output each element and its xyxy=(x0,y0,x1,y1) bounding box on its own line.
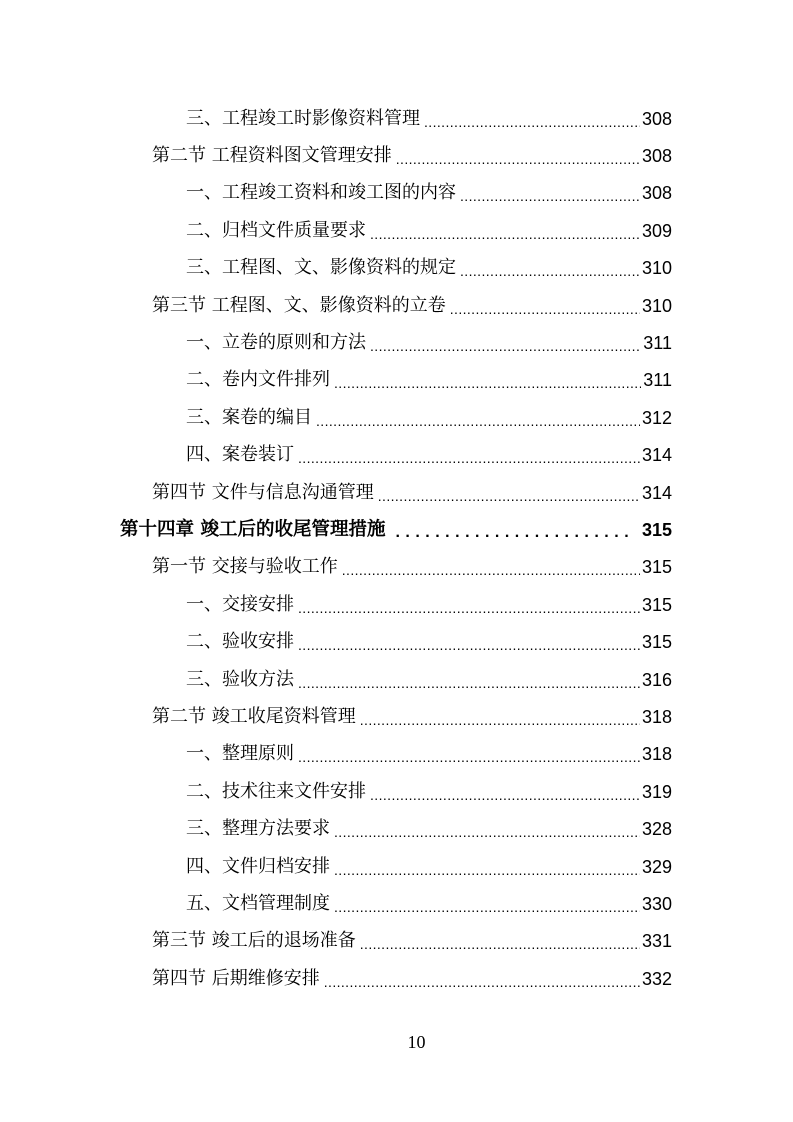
toc-entry-page: 315 xyxy=(641,519,672,540)
toc-leader-dots xyxy=(298,451,640,465)
toc-entry-label: 第一节 交接与验收工作 xyxy=(152,556,338,578)
toc-entry-page: 328 xyxy=(641,819,672,840)
toc-entry-label: 一、立卷的原则和方法 xyxy=(186,332,366,354)
toc-entry[interactable] xyxy=(0,960,793,997)
toc-entry-page: 310 xyxy=(641,258,672,279)
toc-entry-label: 三、整理方法要求 xyxy=(186,818,330,840)
toc-entry-page: 310 xyxy=(641,295,672,316)
toc-entry-page: 311 xyxy=(643,333,672,354)
toc-entry[interactable] xyxy=(0,810,793,847)
toc-leader-dots xyxy=(298,601,640,615)
toc-entry-label: 三、案卷的编目 xyxy=(186,406,312,428)
toc-entry[interactable] xyxy=(0,586,793,623)
toc-entry-label: 二、技术往来文件安排 xyxy=(186,780,366,802)
toc-leader-dots xyxy=(334,376,641,390)
toc-entry[interactable] xyxy=(0,736,793,773)
toc-leader-dots xyxy=(370,788,640,802)
toc-leader-dots xyxy=(378,489,640,503)
toc-leader-dots xyxy=(424,115,640,129)
toc-entry-page: 314 xyxy=(641,445,672,466)
toc-leader-dots xyxy=(334,825,640,839)
toc-entry[interactable] xyxy=(0,698,793,735)
toc-leader-dots xyxy=(460,189,640,203)
toc-entry-page: 319 xyxy=(641,781,672,802)
toc-entry-label: 一、整理原则 xyxy=(186,743,294,765)
toc-leader-dots xyxy=(460,264,640,278)
toc-entry[interactable] xyxy=(0,923,793,960)
toc-entry-label: 一、工程竣工资料和竣工图的内容 xyxy=(186,182,456,204)
toc-entry-label: 二、归档文件质量要求 xyxy=(186,219,366,241)
toc-entry-label: 第三节 竣工后的退场准备 xyxy=(152,930,356,952)
toc-leader-dots xyxy=(298,676,640,690)
toc-leader-dots xyxy=(360,937,640,951)
toc-entry-page: 331 xyxy=(641,931,672,952)
toc-entry-page: 308 xyxy=(641,183,672,204)
toc-leader-dots xyxy=(324,975,640,989)
toc-entry[interactable] xyxy=(0,848,793,885)
toc-leader-dots xyxy=(298,750,640,764)
toc-entry-label: 第十四章 竣工后的收尾管理措施 xyxy=(120,518,386,540)
toc-entry[interactable] xyxy=(0,661,793,698)
toc-entry-page: 318 xyxy=(641,744,672,765)
toc-leader-dots xyxy=(360,713,640,727)
toc-entry-page: 316 xyxy=(641,669,672,690)
toc-entry-label: 三、验收方法 xyxy=(186,668,294,690)
toc-entry-label: 二、验收安排 xyxy=(186,631,294,653)
toc-entry-label: 第四节 后期维修安排 xyxy=(152,967,320,989)
toc-entry[interactable] xyxy=(0,250,793,287)
toc-entry[interactable] xyxy=(0,100,793,137)
toc-entry-label: 第二节 竣工收尾资料管理 xyxy=(152,705,356,727)
toc-entry-label: 第四节 文件与信息沟通管理 xyxy=(152,481,374,503)
toc-entry-page: 308 xyxy=(641,108,672,129)
toc-entry[interactable] xyxy=(0,137,793,174)
toc-entry-page: 315 xyxy=(641,594,672,615)
toc-entry-page: 311 xyxy=(643,370,672,391)
toc-entry-page: 314 xyxy=(641,482,672,503)
toc-leader-dots xyxy=(450,302,640,316)
toc-entry[interactable] xyxy=(0,549,793,586)
toc-entry-page: 309 xyxy=(641,220,672,241)
toc-entry-page: 318 xyxy=(641,706,672,727)
toc-entry-page: 315 xyxy=(641,632,672,653)
toc-leader-dots xyxy=(396,152,640,166)
toc-entry-label: 三、工程图、文、影像资料的规定 xyxy=(186,257,456,279)
toc-entry[interactable] xyxy=(0,324,793,361)
toc-entry-page: 312 xyxy=(641,407,672,428)
toc-entry-label: 四、文件归档安排 xyxy=(186,855,330,877)
toc-entry-page: 332 xyxy=(641,968,672,989)
toc-leader-dots xyxy=(334,863,640,877)
toc-leader-dots xyxy=(342,563,640,577)
toc-entry[interactable] xyxy=(0,885,793,922)
toc-entry-page: 329 xyxy=(641,856,672,877)
toc-entry-label: 三、工程竣工时影像资料管理 xyxy=(186,107,420,129)
table-of-contents xyxy=(0,100,793,997)
toc-entry[interactable] xyxy=(0,287,793,324)
toc-entry-label: 一、交接安排 xyxy=(186,593,294,615)
toc-entry-label: 二、卷内文件排列 xyxy=(186,369,330,391)
toc-leader-dots xyxy=(395,525,632,541)
toc-leader-dots xyxy=(370,339,641,353)
toc-entry-page: 330 xyxy=(641,893,672,914)
toc-entry-page: 308 xyxy=(641,146,672,167)
toc-entry[interactable] xyxy=(0,362,793,399)
toc-entry[interactable] xyxy=(0,175,793,212)
toc-entry-label: 五、文档管理制度 xyxy=(186,892,330,914)
toc-leader-dots xyxy=(334,900,640,914)
toc-entry[interactable] xyxy=(0,773,793,810)
toc-entry[interactable] xyxy=(0,212,793,249)
toc-leader-dots xyxy=(298,638,640,652)
toc-entry[interactable] xyxy=(0,623,793,660)
toc-entry[interactable] xyxy=(0,474,793,511)
page-number: 10 xyxy=(407,1032,426,1052)
toc-entry-label: 第三节 工程图、文、影像资料的立卷 xyxy=(152,294,446,316)
toc-leader-dots xyxy=(370,227,640,241)
toc-entry[interactable] xyxy=(0,511,793,548)
toc-leader-dots xyxy=(316,414,640,428)
toc-entry-label: 第二节 工程资料图文管理安排 xyxy=(152,145,392,167)
toc-entry-label: 四、案卷装订 xyxy=(186,444,294,466)
toc-entry[interactable] xyxy=(0,437,793,474)
toc-entry-page: 315 xyxy=(641,557,672,578)
toc-entry[interactable] xyxy=(0,399,793,436)
